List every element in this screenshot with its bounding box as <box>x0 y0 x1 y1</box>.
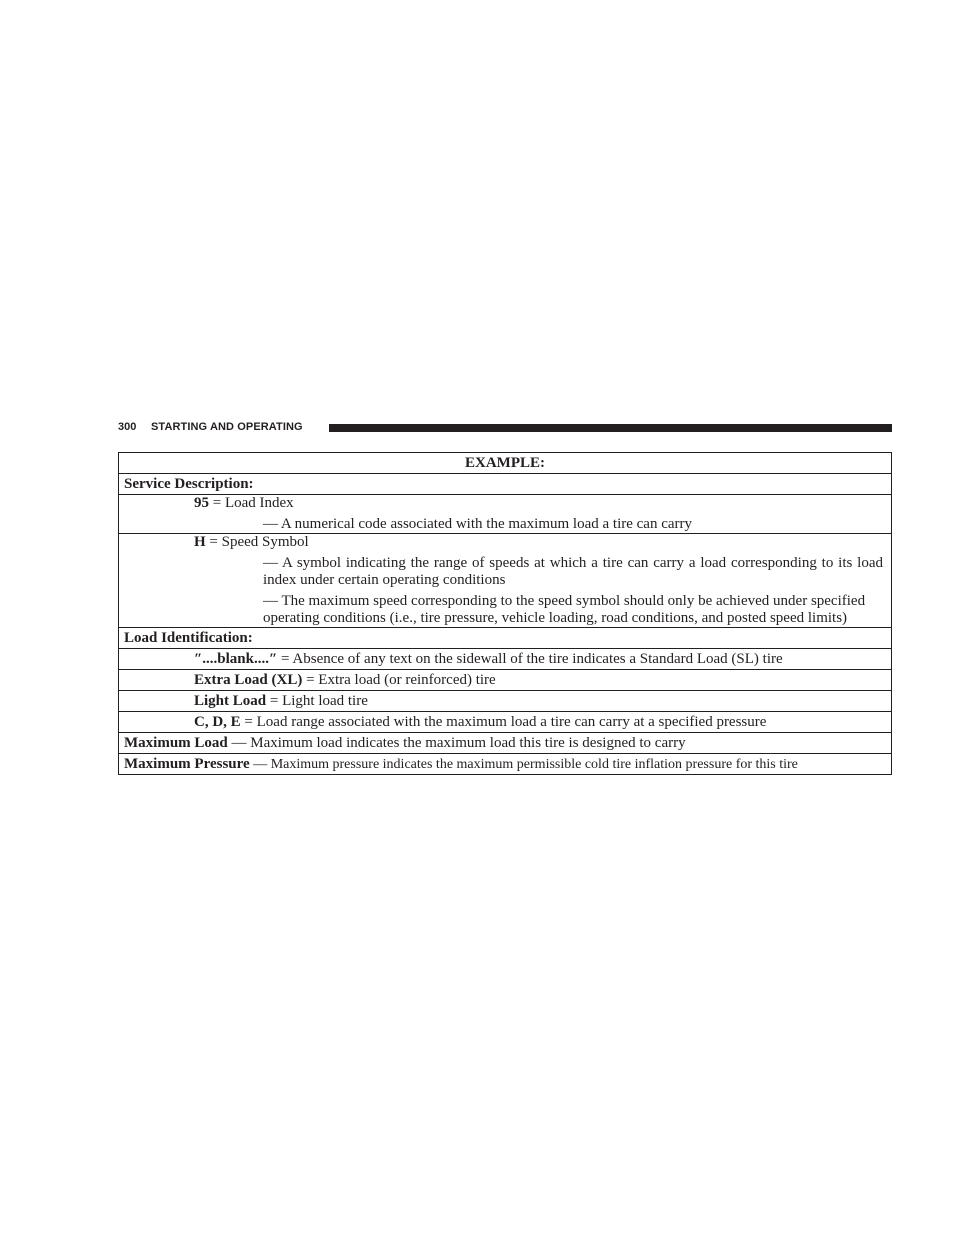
speed-symbol-definition: = Speed Symbol <box>205 534 309 550</box>
table-row <box>119 495 892 534</box>
table-row <box>119 691 892 712</box>
maximum-load-definition: — Maximum load indicates the maximum load this tire is designed to carry <box>227 734 686 751</box>
load-identification-heading: Load Identification: <box>119 628 892 649</box>
speed-symbol-line <box>119 534 891 551</box>
maximum-load-row <box>119 733 892 754</box>
load-index-note: — A numerical code associated with the maximum load a tire can carry <box>263 516 693 532</box>
tire-example-table <box>118 452 892 775</box>
load-id-term: Light Load <box>194 692 267 709</box>
load-id-definition: = Absence of any text on the sidewall of the tire indicates a Standard Load (SL) tire <box>277 650 783 667</box>
table-row <box>119 534 892 628</box>
table-row <box>119 628 892 649</box>
table-row <box>119 754 892 775</box>
table-row <box>119 670 892 691</box>
table-row <box>119 649 892 670</box>
speed-symbol-note-1: — A symbol indicating the range of speeds at which a tire can carry a load corresponding to its load index under certain operating conditions <box>263 555 883 588</box>
load-id-row-load-range <box>119 712 892 733</box>
maximum-pressure-definition: — Maximum pressure indicates the maximum permissible cold tire inflation pressure for this tire <box>249 756 798 772</box>
load-id-term: Extra Load (XL) <box>194 671 303 688</box>
maximum-pressure-row <box>119 754 892 775</box>
load-id-row-blank <box>119 649 892 670</box>
table-caption: EXAMPLE: <box>119 453 892 474</box>
load-id-term: ″....blank....″ <box>194 650 278 667</box>
service-description-heading: Service Description: <box>119 474 892 495</box>
speed-symbol-cell <box>119 534 892 628</box>
table-row <box>119 453 892 474</box>
load-id-definition: = Light load tire <box>266 692 368 709</box>
load-index-term: 95 <box>194 495 209 511</box>
section-title: STARTING AND OPERATING <box>151 421 303 433</box>
running-header <box>118 419 892 437</box>
maximum-pressure-term: Maximum Pressure <box>124 755 250 772</box>
page-number: 300 <box>118 421 137 433</box>
table-row <box>119 474 892 495</box>
load-id-row-extra-load <box>119 670 892 691</box>
load-index-cell <box>119 495 892 534</box>
table-row <box>119 712 892 733</box>
load-id-row-light-load <box>119 691 892 712</box>
speed-symbol-term: H <box>194 534 206 550</box>
load-id-definition: = Load range associated with the maximum load a tire can carry at a specified pressure <box>240 713 767 730</box>
load-index-definition: = Load Index <box>209 495 294 511</box>
maximum-load-term: Maximum Load <box>124 734 228 751</box>
load-id-term: C, D, E <box>194 713 241 730</box>
speed-symbol-note-2: — The maximum speed corresponding to the speed symbol should only be achieved under specified operating conditions (i.e., tire pressure, vehicle loading, road conditions, and posted speed limits) <box>263 593 866 626</box>
header-rule <box>329 424 892 432</box>
table-row <box>119 733 892 754</box>
load-index-line <box>119 495 891 512</box>
load-id-definition: = Extra load (or reinforced) tire <box>302 671 496 688</box>
